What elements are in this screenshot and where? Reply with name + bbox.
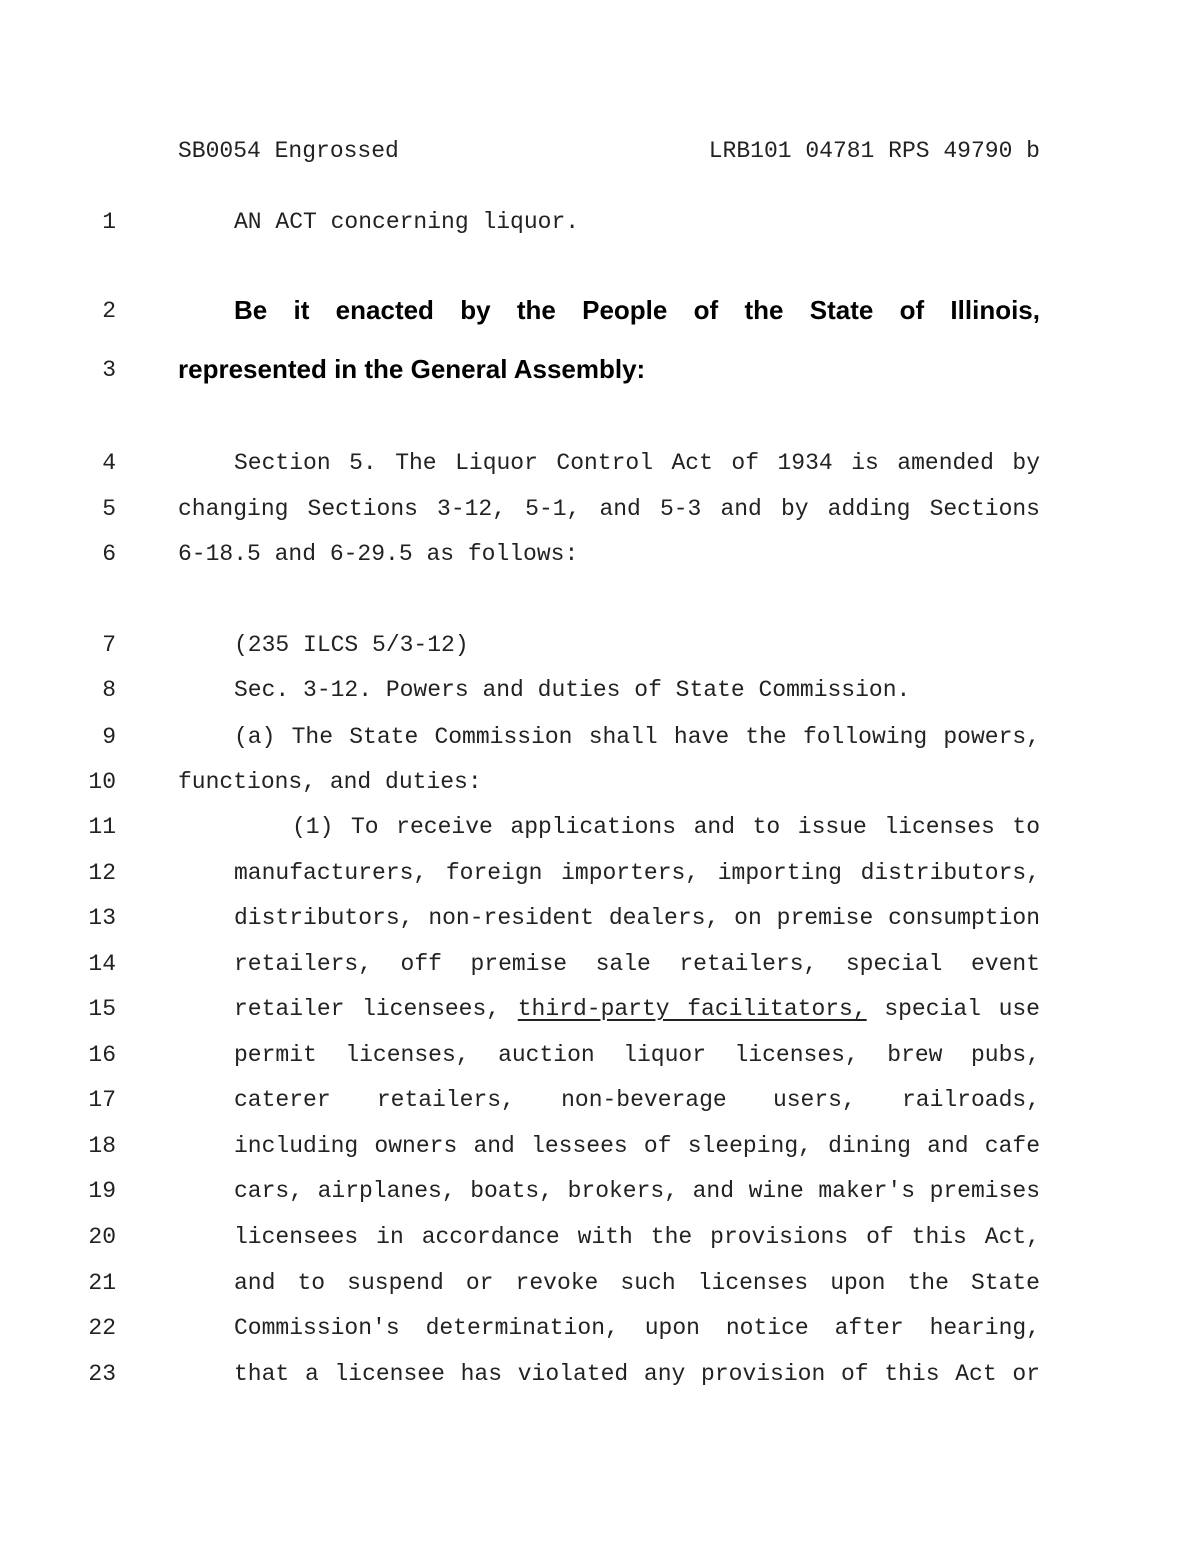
- section-heading: Sec. 3-12. Powers and duties of State Commission.: [234, 677, 911, 703]
- statute-citation: (235 ILCS 5/3-12): [234, 632, 469, 658]
- bill-title: AN ACT concerning liquor.: [234, 209, 580, 235]
- body-line: including owners and lessees of sleeping, dining and cafe: [234, 1133, 1040, 1159]
- line-number: 12: [88, 860, 116, 886]
- line-number: 19: [88, 1178, 116, 1204]
- body-line: and to suspend or revoke such licenses upon the State: [234, 1270, 1040, 1296]
- document-id: SB0054 Engrossed: [178, 138, 399, 164]
- line-number: 2: [102, 298, 116, 324]
- line-number: 8: [102, 677, 116, 703]
- body-line: Commission's determination, upon notice after hearing,: [234, 1315, 1040, 1341]
- body-line: caterer retailers, non-beverage users, railroads,: [234, 1087, 1040, 1113]
- body-line: [234, 994, 1040, 1024]
- body-line: permit licenses, auction liquor licenses, brew pubs,: [234, 1042, 1040, 1068]
- body-line: Section 5. The Liquor Control Act of 1934 is amended by: [234, 450, 1040, 476]
- line-number: 11: [88, 814, 116, 840]
- line-number: 14: [88, 951, 116, 977]
- line-number: 22: [88, 1315, 116, 1341]
- text-segment: retailer licensees,: [234, 996, 501, 1022]
- line-number: 16: [88, 1042, 116, 1068]
- lrb-reference: LRB101 04781 RPS 49790 b: [708, 138, 1040, 164]
- line-number: 17: [88, 1087, 116, 1113]
- line-number: 18: [88, 1133, 116, 1159]
- line-number: 9: [102, 724, 116, 750]
- body-line: manufacturers, foreign importers, importing distributors,: [234, 860, 1040, 886]
- body-line: (a) The State Commission shall have the following powers,: [234, 724, 1040, 750]
- enacting-clause: Be it enacted by the People of the State of Illinois,: [234, 295, 1040, 325]
- line-number: 13: [88, 905, 116, 931]
- line-number: 10: [88, 769, 116, 795]
- line-number: 7: [102, 632, 116, 658]
- line-number: 21: [88, 1270, 116, 1296]
- enacting-clause: represented in the General Assembly:: [178, 354, 646, 384]
- body-line: changing Sections 3-12, 5-1, and 5-3 and by adding Sections: [178, 496, 1040, 522]
- line-number: 3: [102, 357, 116, 383]
- line-number: 6: [102, 541, 116, 567]
- text-segment: special use: [884, 996, 1040, 1022]
- line-number: 5: [102, 496, 116, 522]
- body-line: that a licensee has violated any provision of this Act or: [234, 1361, 1040, 1387]
- line-number: 20: [88, 1224, 116, 1250]
- body-line: retailers, off premise sale retailers, special event: [234, 951, 1040, 977]
- body-line: 6-18.5 and 6-29.5 as follows:: [178, 541, 579, 567]
- body-line: distributors, non-resident dealers, on premise consumption: [234, 905, 1040, 931]
- line-number: 23: [88, 1361, 116, 1387]
- line-number: 4: [102, 450, 116, 476]
- body-line: (1) To receive applications and to issue licenses to: [292, 814, 1040, 840]
- line-number: 15: [88, 996, 116, 1022]
- body-line: functions, and duties:: [178, 769, 482, 795]
- body-line: licensees in accordance with the provisions of this Act,: [234, 1224, 1040, 1250]
- line-number: 1: [102, 209, 116, 235]
- body-line: cars, airplanes, boats, brokers, and wine maker's premises: [234, 1178, 1040, 1204]
- inserted-text: third-party facilitators,: [517, 996, 867, 1022]
